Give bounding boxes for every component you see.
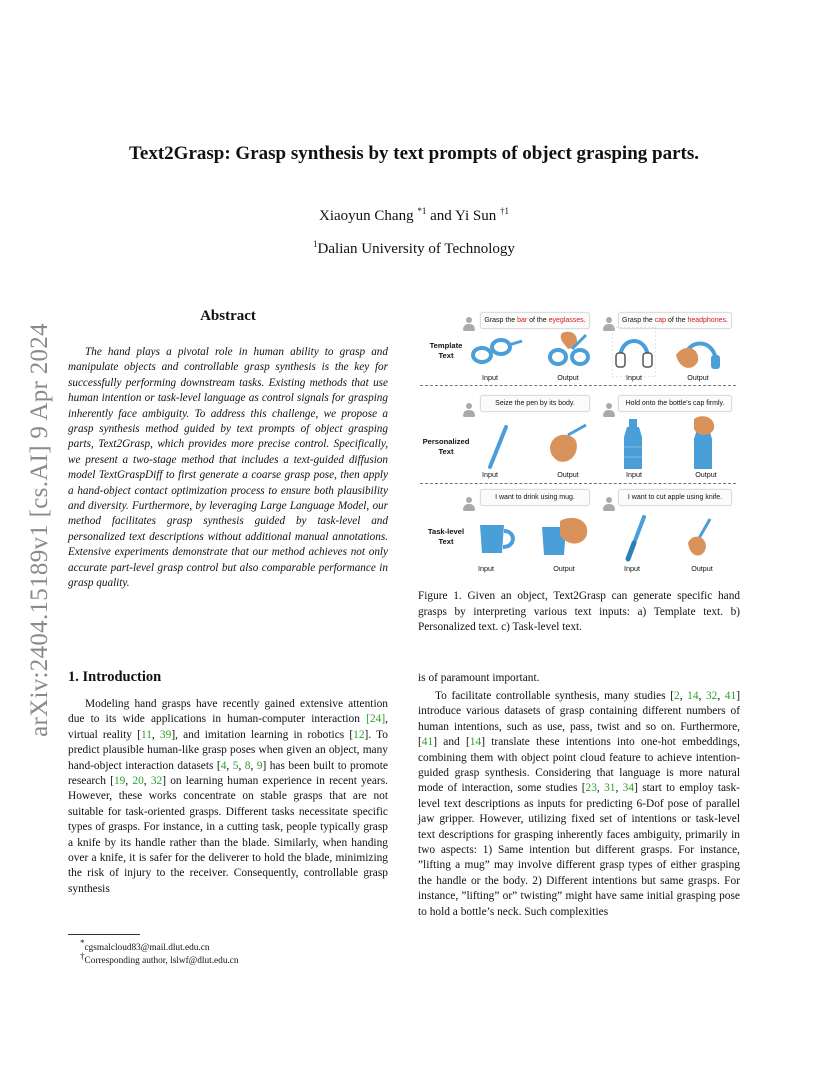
- prompt-text-run: Grasp the: [484, 317, 518, 324]
- row-separator: [420, 483, 736, 484]
- affiliation: [0, 239, 828, 258]
- citation-link[interactable]: 4: [220, 759, 227, 772]
- author-line: [0, 206, 828, 225]
- paragraph-text-run: ,: [679, 690, 688, 702]
- paragraph-text-run: ] has been built to promote research [: [68, 759, 388, 788]
- citation-link[interactable]: 32: [705, 690, 718, 702]
- paragraph-text-run: ,: [238, 759, 245, 772]
- citation-link[interactable]: 11: [140, 728, 152, 741]
- user-icon: [602, 403, 616, 419]
- highlighted-part-word: eyeglasses: [548, 317, 584, 324]
- paragraph-text-run: ,: [596, 782, 605, 795]
- paragraph-text-run: ,: [143, 775, 151, 788]
- footnote-1-text: cgsmalcloud83@mail.dlut.edu.cn: [84, 943, 210, 954]
- input-label: Input: [626, 373, 642, 382]
- prompt-text-run: .: [725, 317, 728, 324]
- output-label: Output: [687, 373, 709, 382]
- paragraph-text-run: ,: [717, 690, 725, 702]
- paragraph-text-run: ,: [250, 759, 257, 772]
- citation-link[interactable]: 41: [724, 690, 737, 702]
- output-label: Output: [553, 564, 575, 573]
- prompt-bubble: [480, 489, 590, 506]
- citation-link[interactable]: 14: [687, 690, 699, 702]
- paragraph-text-run: ] introduce various datasets of grasp containing different numbers of human intentions, such as use, pass, twist and so on. Furthermore, [: [418, 690, 740, 749]
- prompt-text-run: Seize the pen by its body.: [495, 400, 575, 407]
- row-label-task-level: [416, 527, 476, 547]
- paragraph-text-run: To facilitate controllable synthesis, many studies [: [435, 690, 674, 702]
- prompt-text-run: of the: [666, 317, 688, 324]
- paragraph-text-run: ] start to employ task-level text descriptions as inputs for predicting 6-Dof pose of parallel jaw gripper. However, utilizing fixed set of intentions or task-level text descriptions for grasping inherently faces ambiguity, primarily in two aspects: 1) Same intention but different grasps. For instance, ”lifting a mug” may involve different grasp types of either grasping the handle or the body. 2) Different intentions but same grasps. For instance, ”lifting” or” twisting” might have same initial grasping pose to hold a bottle’s neck. Such complexities: [418, 782, 740, 918]
- introduction-paragraph-1-end: is of paramount important.: [418, 672, 540, 684]
- arxiv-stamp-text: arXiv:2404.15189v1 [cs.AI] 9 Apr 2024: [26, 323, 53, 737]
- citation-link[interactable]: 2: [674, 690, 680, 702]
- highlighted-part-word: bar: [517, 317, 528, 324]
- paragraph-text-run: ,: [125, 775, 133, 788]
- paper-title: Text2Grasp: Grasp synthesis by text prompts of object grasping parts.: [128, 143, 700, 164]
- citation-link[interactable]: 20: [132, 775, 144, 788]
- citation-link[interactable]: 8: [244, 759, 251, 772]
- introduction-paragraph-1: [68, 697, 388, 897]
- paragraph-text-run: ] and [: [433, 736, 470, 749]
- figure-1-caption: Figure 1. Given an object, Text2Grasp can generate specific hand grasps by interpreting various text inputs: a) Template text. b) Personalized text. c) Task-level text.: [418, 590, 740, 634]
- input-label: Input: [624, 564, 640, 573]
- footnote-2-text: Corresponding author, lslwf@dlut.edu.cn: [84, 956, 239, 967]
- paragraph-text-run: Modeling hand grasps have recently gained extensive attention due to its wide applications in human-computer interaction: [68, 698, 388, 726]
- abstract-heading: Abstract: [200, 308, 256, 324]
- paragraph-text-run: ]. To predict plausible human-like grasp poses when given an object, many hand-object interaction datasets [: [68, 728, 388, 772]
- prompt-text-run: I want to drink using mug.: [495, 494, 575, 501]
- author-1: Xiaoyun Chang: [319, 208, 414, 224]
- paragraph-text-run: ,: [615, 782, 623, 795]
- prompt-text-run: Grasp the: [622, 317, 655, 324]
- row-separator: [420, 385, 736, 386]
- abstract-text: The hand plays a pivotal role in human ability to grasp and manipulate objects and controllable grasp synthesis is the key for successfully performing downstream tasks. Existing methods that use human intention or task-level language as control signals for grasping inherently face ambiguity. To address this challenge, we propose a grasp synthesis method guided by text prompts of object grasping parts, Text2Grasp, which provides more precise control. Specifically, we present a two-stage method that includes a text-guided diffusion model TextGraspDiff to first generate a coarse grasp pose, then apply a hand-object contact optimization process to ensure both plausibility and diversity. Furthermore, by leveraging Large Language Model, our method facilitates grasp synthesis guided by task-level and personalized text descriptions without additional manual annotations. Extensive experiments demonstrate that our method achieves not only accurate part-level grasp control but also comparable performance in grasp quality.: [68, 346, 388, 590]
- input-label: Input: [482, 470, 498, 479]
- input-label: Input: [482, 373, 498, 382]
- row-label-template: [416, 341, 476, 361]
- affiliation-mark: 1: [313, 239, 318, 249]
- eyeglasses-input-thumbnail: [468, 333, 524, 375]
- author-conjunction: and: [426, 208, 455, 224]
- output-label: Output: [691, 564, 713, 573]
- highlighted-part-word: cap: [654, 317, 667, 324]
- author-1-mark: *1: [417, 206, 427, 216]
- user-icon: [462, 403, 476, 419]
- footnote-2-mark: †: [80, 951, 85, 961]
- eyeglasses-output-thumbnail: [546, 327, 596, 375]
- paragraph-text-run: , virtual reality [: [68, 713, 388, 741]
- prompt-text-run: .: [583, 317, 586, 324]
- paragraph-text-run: ] on learning human experience in recent years. However, these works concentrate on stable grasps that are not suitable for task-oriented grasps. Different tasks necessitate specific types of grasps. For instance, in a cutting task, people typically grasp a knife by its handle rather than the blade. Similarly, when handing over a knife, it is safer for the deliverer to hold the blade, minimizing the risk of injury to the receiver. Consequently, controllable grasp synthesis: [68, 775, 388, 895]
- citation-link[interactable]: 32: [150, 775, 163, 788]
- author-2: Yi Sun: [454, 208, 497, 224]
- prompt-bubble: [618, 489, 732, 506]
- user-icon: [602, 497, 616, 513]
- paragraph-text-run: ,: [151, 728, 160, 741]
- introduction-heading: 1. Introduction: [68, 669, 162, 685]
- citation-link[interactable]: 39: [159, 728, 172, 741]
- paragraph-text-run: ,: [698, 690, 706, 702]
- row-label-line: Template: [429, 341, 463, 350]
- citation-link[interactable]: 12: [353, 728, 365, 741]
- user-icon: [462, 317, 476, 333]
- citation-link[interactable]: 9: [256, 759, 263, 772]
- output-label: Output: [695, 470, 717, 479]
- citation-link[interactable]: 5: [232, 759, 239, 772]
- citation-link[interactable]: 31: [604, 782, 616, 795]
- citation-link[interactable]: 34: [622, 782, 635, 795]
- knife-output-thumbnail: [684, 517, 718, 563]
- paragraph-text-run: ], and imitation learning in robotics [: [171, 728, 354, 741]
- pen-output-thumbnail: [546, 423, 592, 473]
- introduction-paragraph-2: [418, 689, 740, 920]
- row-label-line: Text: [438, 447, 454, 456]
- citation-link[interactable]: 41: [421, 736, 434, 749]
- headphones-input-thumbnail: [612, 327, 656, 377]
- prompt-text-run: of the: [527, 317, 549, 324]
- bottle-input-thumbnail: [618, 417, 648, 473]
- mug-output-thumbnail: [540, 515, 594, 559]
- headphones-output-thumbnail: [674, 329, 724, 375]
- row-label-line: Task-level: [427, 527, 465, 536]
- row-label-line: Text: [438, 537, 454, 546]
- footnote-1-mark: *: [80, 938, 85, 948]
- paragraph-text-run: ] translate these intentions into one-hot embeddings, combining them with object point cloud feature to achieve intention-guided grasp synthesis. Considering that language is more natural mode of interaction, some studies [: [418, 736, 741, 795]
- footnote-rule: [68, 934, 140, 935]
- prompt-bubble: [480, 395, 590, 412]
- citation-link[interactable]: 23: [585, 782, 597, 795]
- prompt-bubble: [618, 395, 732, 412]
- author-2-mark: †1: [499, 206, 509, 216]
- row-label-line: Text: [438, 351, 454, 360]
- pen-input-thumbnail: [478, 423, 518, 471]
- knife-input-thumbnail: [620, 515, 650, 563]
- prompt-text-run: Hold onto the bottle's cap firmly.: [625, 400, 725, 407]
- citation-link[interactable]: [24]: [366, 713, 386, 726]
- input-label: Input: [478, 564, 494, 573]
- affiliation-name: Dalian University of Technology: [317, 241, 515, 257]
- citation-link[interactable]: 14: [469, 736, 482, 749]
- prompt-text-run: I want to cut apple using knife.: [627, 494, 723, 501]
- paragraph-text-run: ,: [226, 759, 233, 772]
- bottle-output-thumbnail: [688, 415, 722, 473]
- mug-input-thumbnail: [474, 519, 520, 559]
- figure-1: [416, 305, 740, 581]
- footnote-2: [80, 951, 239, 966]
- citation-link[interactable]: 19: [113, 775, 126, 788]
- row-label-personalized: [416, 437, 476, 457]
- user-icon: [462, 497, 476, 513]
- arxiv-identifier-stamp: [20, 300, 60, 760]
- highlighted-part-word: headphones: [687, 317, 726, 324]
- input-label: Input: [626, 470, 642, 479]
- output-label: Output: [557, 470, 579, 479]
- row-label-line: Personalized: [422, 437, 470, 446]
- output-label: Output: [557, 373, 579, 382]
